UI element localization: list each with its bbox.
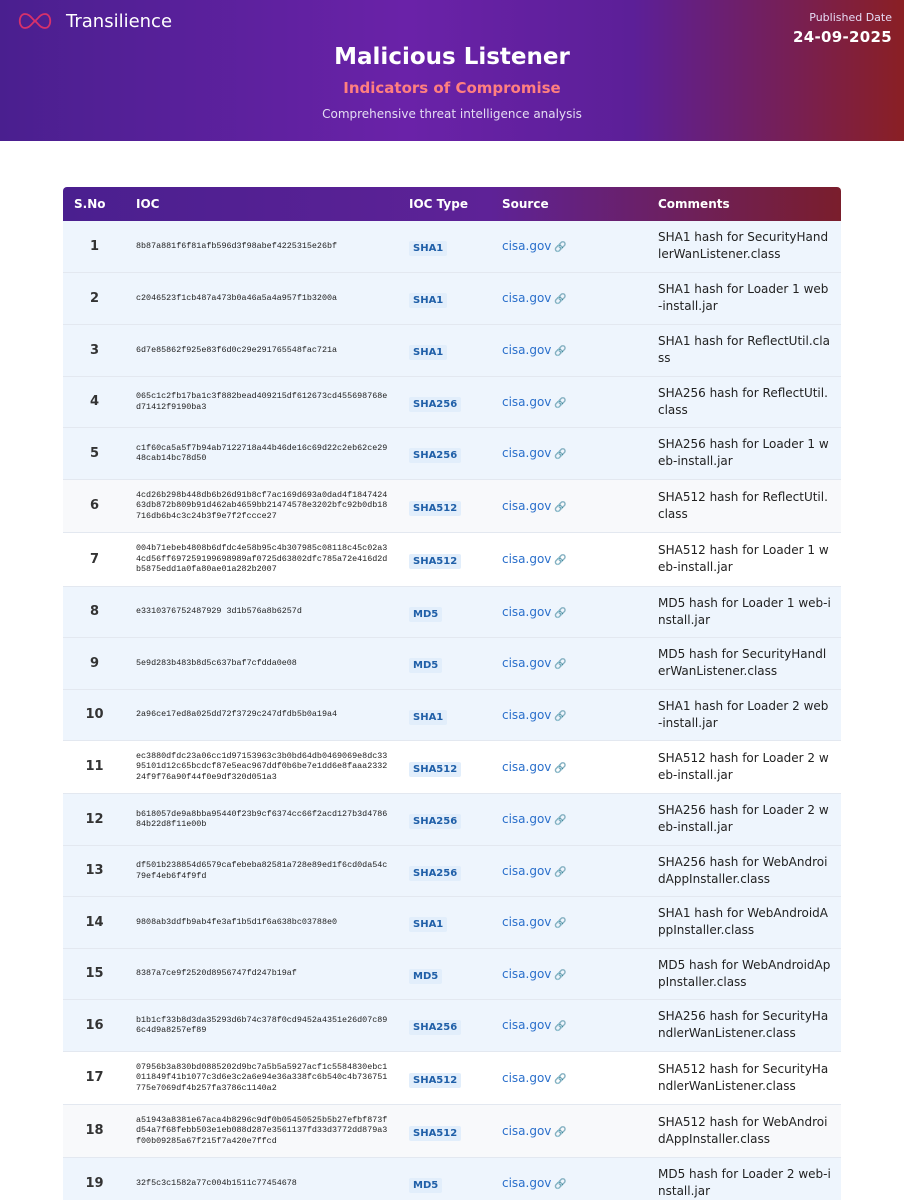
source-link[interactable]: cisa.gov <box>502 291 552 305</box>
table-header-row <box>63 187 841 221</box>
cell-comment: SHA256 hash for SecurityHandlerWanListener.class <box>658 1009 829 1040</box>
cell-ioc-type <box>399 1051 492 1104</box>
cell-ioc-type <box>399 272 492 324</box>
cell-ioc: c2046523f1cb487a473b0a46a5a4a957f1b3200a <box>136 292 338 303</box>
cell-sno: 8 <box>89 604 100 619</box>
source-link[interactable]: cisa.gov <box>502 239 552 254</box>
cell-sno: 14 <box>85 914 104 930</box>
cell-ioc-type <box>399 1157 492 1200</box>
cell-comment: SHA256 hash for Loader 2 web-install.jar <box>658 803 829 834</box>
table-row <box>63 479 841 532</box>
cell-ioc-type <box>399 948 492 999</box>
cell-sno: 3 <box>89 342 100 358</box>
ioc-type-badge: MD5 <box>409 969 442 984</box>
cell-source <box>492 324 648 376</box>
source-link[interactable]: cisa.gov <box>502 707 552 722</box>
link-icon: 🔗 <box>554 501 567 513</box>
table-row <box>63 740 841 793</box>
ioc-type-badge: MD5 <box>409 658 442 673</box>
table-row <box>63 999 841 1051</box>
table-row <box>63 427 841 479</box>
table-row <box>63 532 841 586</box>
table-row <box>63 689 841 740</box>
cell-sno: 1 <box>89 238 100 254</box>
cell-sno: 4 <box>89 394 100 409</box>
column-header-comments: Comments <box>658 197 730 211</box>
ioc-type-badge: MD5 <box>409 1178 442 1193</box>
cell-ioc-type <box>399 324 492 376</box>
link-icon: 🔗 <box>554 969 567 981</box>
link-icon: 🔗 <box>554 1126 567 1138</box>
source-link[interactable]: cisa.gov <box>502 552 552 566</box>
page-subtitle: Indicators of Compromise <box>343 79 561 97</box>
table-row <box>63 272 841 324</box>
cell-comment: SHA512 hash for Loader 1 web-install.jar <box>658 543 829 574</box>
cell-ioc: 9808ab3ddfb9ab4fe3af1b5d1f6a638bc03788e0 <box>136 916 338 927</box>
brand-logo <box>14 10 172 32</box>
link-icon: 🔗 <box>554 607 567 619</box>
ioc-type-badge: SHA512 <box>409 1126 461 1141</box>
column-header-ioc: IOC <box>136 197 160 211</box>
cell-ioc: 32f5c3c1582a77c004b1511c77454678 <box>136 1177 297 1188</box>
cell-sno: 9 <box>89 655 100 671</box>
cell-ioc: c1f60ca5a5f7b94ab7122718a44b46de16c69d22c2eb62ce2948cab14bc78d50 <box>136 442 388 463</box>
ioc-type-badge: SHA256 <box>409 397 461 412</box>
cell-source <box>492 845 648 896</box>
cell-sno: 6 <box>89 498 100 513</box>
column-header-ioc-type: IOC Type <box>409 197 468 211</box>
brand-name: Transilience <box>66 10 173 32</box>
cell-comment: MD5 hash for Loader 2 web-install.jar <box>658 1167 831 1198</box>
cell-ioc: ec3880dfdc23a06cc1d97153963c3b0bd64db0469069e8dc3395101d12c65bcdcf87e5eac967ddf0b6be7e1dd6e8faaa233224f9f76a90f44f0e9df320d051a3 <box>136 750 388 782</box>
cell-ioc-type <box>399 793 492 845</box>
link-icon: 🔗 <box>554 762 567 774</box>
cell-ioc-type <box>399 999 492 1051</box>
published-label: Published Date <box>809 11 892 24</box>
cell-ioc: b618057de9a8bba95440f23b9cf6374cc66f2acd127b3d478684b22d8f11e00b <box>136 808 388 829</box>
cell-source <box>492 637 648 689</box>
ioc-type-badge: SHA512 <box>409 1073 461 1088</box>
cell-source <box>492 479 648 532</box>
cell-source <box>492 999 648 1051</box>
cell-sno: 10 <box>85 707 104 722</box>
cell-sno: 18 <box>85 1123 104 1138</box>
cell-sno: 7 <box>89 551 100 567</box>
cell-ioc: df501b238854d6579cafebeba82581a728e89ed1f6cd0da54c79ef4eb6f4f9fd <box>136 860 388 881</box>
source-link[interactable]: cisa.gov <box>502 863 552 878</box>
source-link[interactable]: cisa.gov <box>502 759 552 774</box>
cell-ioc-type <box>399 896 492 948</box>
cell-source <box>492 1157 648 1200</box>
cell-ioc: 065c1c2fb17ba1c3f882bead409215df612673cd455698768ed71412f9190ba3 <box>136 391 388 412</box>
cell-ioc-type <box>399 586 492 637</box>
table-row <box>63 793 841 845</box>
cell-sno: 2 <box>89 290 100 306</box>
column-header-sno: S.No <box>74 197 106 211</box>
cell-source <box>492 740 648 793</box>
cell-sno: 15 <box>85 966 104 981</box>
source-link[interactable]: cisa.gov <box>502 446 552 460</box>
link-icon: 🔗 <box>554 1179 567 1190</box>
link-icon: 🔗 <box>554 397 567 409</box>
table-row <box>63 896 841 948</box>
table-row <box>63 637 841 689</box>
ioc-type-badge: SHA1 <box>409 710 447 725</box>
link-icon: 🔗 <box>554 1021 567 1032</box>
report-header <box>0 0 904 141</box>
ioc-type-badge: SHA1 <box>409 293 447 308</box>
cell-source <box>492 532 648 586</box>
cell-ioc-type <box>399 1104 492 1157</box>
source-link[interactable]: cisa.gov <box>502 1018 552 1032</box>
ioc-type-badge: MD5 <box>409 607 442 622</box>
cell-sno: 13 <box>85 863 104 878</box>
source-link[interactable]: cisa.gov <box>502 812 552 826</box>
cell-source <box>492 586 648 637</box>
cell-ioc: e3310376752487929 3d1b576a8b6257d <box>136 606 302 617</box>
cell-ioc: 5e9d283b483b8d5c637baf7cfdda0e08 <box>136 657 297 668</box>
source-link[interactable]: cisa.gov <box>502 1070 552 1085</box>
cell-sno: 12 <box>85 811 104 827</box>
cell-comment: MD5 hash for Loader 1 web-install.jar <box>658 595 831 627</box>
cell-source <box>492 272 648 324</box>
cell-source <box>492 793 648 845</box>
cell-ioc-type <box>399 221 492 272</box>
table-row <box>63 1104 841 1157</box>
cell-comment: SHA1 hash for Loader 2 web-install.jar <box>658 698 829 730</box>
link-icon: 🔗 <box>554 815 567 826</box>
cell-ioc: a51943a8381e67aca4b8296c9df0b05450525b5b27efbf873fd54a7f68febb503e1eb088d287e3561137fd33d3772dd879a3f00b09285a67f215f7a420e7ffcd <box>136 1114 388 1146</box>
cell-comment: SHA1 hash for Loader 1 web-install.jar <box>658 282 829 313</box>
cell-source <box>492 948 648 999</box>
ioc-type-badge: SHA1 <box>409 241 447 256</box>
cell-comment: SHA512 hash for ReflectUtil.class <box>658 489 828 521</box>
cell-ioc: b1b1cf33b8d3da35293d6b74c378f0cd9452a4351e26d07c896c4d9a8257ef89 <box>136 1014 388 1035</box>
table-row <box>63 376 841 427</box>
title-block <box>0 44 904 121</box>
table-row <box>63 586 841 637</box>
ioc-type-badge: SHA512 <box>409 554 461 569</box>
cell-ioc-type <box>399 479 492 532</box>
ioc-table-container <box>63 187 841 1200</box>
cell-ioc: 004b71ebeb4808b6dfdc4e58b95c4b307985c08118c45c02a34cd56ff697259199698989af0725d63802dfc785a72e416d2db5875edd1a0fa80ae01a282b2007 <box>136 543 388 575</box>
published-date: 24-09-2025 <box>793 28 892 46</box>
cell-ioc-type <box>399 376 492 427</box>
cell-sno: 16 <box>85 1017 104 1033</box>
cell-ioc: 6d7e85862f925e83f6d0c29e291765548fac721a <box>136 344 338 355</box>
link-icon: 🔗 <box>554 346 567 357</box>
cell-comment: SHA1 hash for WebAndroidAppInstaller.class <box>658 906 829 937</box>
cell-source <box>492 896 648 948</box>
cell-comment: SHA512 hash for SecurityHandlerWanListener.class <box>658 1061 829 1093</box>
source-link[interactable]: cisa.gov <box>502 915 552 929</box>
link-icon: 🔗 <box>554 242 567 254</box>
table-row <box>63 221 841 272</box>
link-icon: 🔗 <box>554 710 567 722</box>
cell-comment: SHA1 hash for SecurityHandlerWanListener.class <box>658 230 829 262</box>
table-body <box>63 221 841 1200</box>
source-link[interactable]: cisa.gov <box>502 498 552 513</box>
ioc-type-badge: SHA256 <box>409 448 461 463</box>
ioc-table <box>63 187 841 1200</box>
cell-ioc: 8387a7ce9f2520d8956747fd247b19af <box>136 968 297 979</box>
ioc-type-badge: SHA256 <box>409 866 461 881</box>
source-link[interactable]: cisa.gov <box>502 394 552 409</box>
infinity-logo-icon <box>14 10 56 32</box>
cell-source <box>492 427 648 479</box>
source-link[interactable]: cisa.gov <box>502 343 552 357</box>
cell-ioc-type <box>399 427 492 479</box>
cell-sno: 17 <box>85 1070 104 1085</box>
cell-ioc: 8b87a881f6f81afb596d3f98abef4225315e26bf <box>136 241 338 251</box>
cell-comment: SHA512 hash for WebAndroidAppInstaller.class <box>658 1114 828 1146</box>
link-icon: 🔗 <box>554 1073 567 1085</box>
link-icon: 🔗 <box>554 866 567 878</box>
cell-ioc-type <box>399 845 492 896</box>
cell-sno: 19 <box>85 1175 104 1191</box>
cell-comment: SHA1 hash for ReflectUtil.class <box>658 334 830 365</box>
cell-ioc: 2a96ce17ed8a025dd72f3729c247dfdb5b0a19a4 <box>136 709 338 720</box>
page-description: Comprehensive threat intelligence analysis <box>322 107 582 121</box>
source-link[interactable]: cisa.gov <box>502 1123 552 1138</box>
link-icon: 🔗 <box>554 659 567 670</box>
cell-ioc: 07956b3a830bd0885202d9bc7a5b5a5927acf1c5584830ebc1011849f41b1077c3d6e3c2a6e94e36a338fc6b540c4b736751775e7069df4b257fa3786c1140a2 <box>136 1061 388 1093</box>
source-link[interactable]: cisa.gov <box>502 656 552 670</box>
cell-comment: SHA256 hash for Loader 1 web-install.jar <box>658 437 829 468</box>
cell-comment: SHA256 hash for ReflectUtil.class <box>658 385 828 417</box>
cell-ioc-type <box>399 532 492 586</box>
cell-sno: 5 <box>89 445 100 461</box>
table-row <box>63 324 841 376</box>
cell-source <box>492 1104 648 1157</box>
table-row <box>63 1157 841 1200</box>
ioc-type-badge: SHA1 <box>409 345 447 360</box>
link-icon: 🔗 <box>554 294 567 305</box>
cell-sno: 11 <box>85 759 104 774</box>
source-link[interactable]: cisa.gov <box>502 1176 552 1190</box>
column-header-source: Source <box>502 197 549 211</box>
cell-comment: SHA256 hash for WebAndroidAppInstaller.class <box>658 854 828 886</box>
cell-source <box>492 376 648 427</box>
table-row <box>63 948 841 999</box>
cell-source <box>492 689 648 740</box>
page-title: Malicious Listener <box>334 44 570 70</box>
cell-comment: MD5 hash for SecurityHandlerWanListener.class <box>658 647 827 678</box>
cell-ioc-type <box>399 637 492 689</box>
ioc-type-badge: SHA512 <box>409 762 461 777</box>
link-icon: 🔗 <box>554 918 567 929</box>
cell-source <box>492 221 648 272</box>
ioc-type-badge: SHA512 <box>409 501 461 516</box>
cell-ioc: 4cd26b298b448db6b26d91b8cf7ac169d693a0dad4f184742463db872b809b91d462ab4659bb21474578e3202bfc92b0db18716db6b4c3c24b3f9e7f2fccce27 <box>136 489 388 521</box>
ioc-type-badge: SHA1 <box>409 917 447 932</box>
link-icon: 🔗 <box>554 555 567 566</box>
source-link[interactable]: cisa.gov <box>502 966 552 981</box>
cell-comment: SHA512 hash for Loader 2 web-install.jar <box>658 750 829 782</box>
cell-comment: MD5 hash for WebAndroidAppInstaller.class <box>658 957 831 989</box>
ioc-type-badge: SHA256 <box>409 814 461 829</box>
link-icon: 🔗 <box>554 449 567 460</box>
published-info <box>793 11 892 46</box>
table-row <box>63 1051 841 1104</box>
source-link[interactable]: cisa.gov <box>502 604 552 619</box>
cell-ioc-type <box>399 740 492 793</box>
cell-ioc-type <box>399 689 492 740</box>
table-row <box>63 845 841 896</box>
ioc-type-badge: SHA256 <box>409 1020 461 1035</box>
cell-source <box>492 1051 648 1104</box>
